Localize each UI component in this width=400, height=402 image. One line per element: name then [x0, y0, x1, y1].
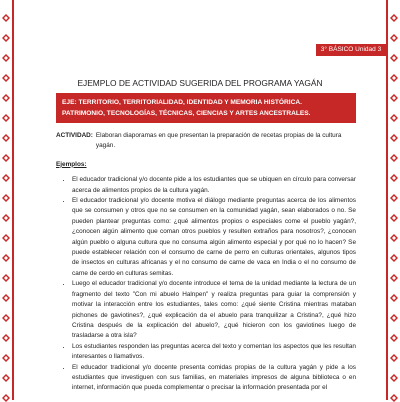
diamond-pattern-icon	[2, 154, 10, 162]
diamond-pattern-icon	[2, 54, 10, 62]
diamond-pattern-icon	[2, 314, 10, 322]
diamond-pattern-icon	[390, 234, 398, 242]
document-title: EJEMPLO DE ACTIVIDAD SUGERIDA DEL PROGRAMA YAGÁN	[77, 78, 323, 88]
examples-list	[56, 175, 356, 394]
diamond-pattern-icon	[390, 394, 398, 402]
examples-heading: Ejemplos:	[56, 160, 87, 168]
diamond-pattern-icon	[390, 54, 398, 62]
diamond-pattern-icon	[2, 294, 10, 302]
diamond-pattern-icon	[390, 314, 398, 322]
diamond-pattern-icon	[390, 194, 398, 202]
list-item: • El educador tradicional y/o docente presenta comidas propias de la cultura yagán y pide a los estudiantes que investiguen con sus familias, en materiales impresos de alguna biblioteca o en internet, información que pueda complementar o precisar la información presentada por el	[72, 363, 356, 394]
diamond-pattern-icon	[390, 174, 398, 182]
list-item: • El educador tradicional y/o docente motiva el diálogo mediante preguntas acerca de los alimentos que se consumen y otros que no se consumen en la comunidad yagán, sean elaborados o no. Se pueden plantear preguntas como: ¿qué alimentos propios o especiales come el pueblo yagán?, ¿conocen algún alimento que coman otros pueblos y resulten extraños para nosotros?, ¿conocen algún pueblo o alguna cultura que no consuma algún alimento especial y por qué no lo hacen? Se puede establecer relación con el consumo de carne de perro en culturas orientales, algunos tipos de insectos en culturas africanas y el no consumo de carne de vaca en India o el no consumo de carne de cerdo en culturas semitas.	[72, 196, 356, 279]
eje-line-1: EJE: TERRITORIO, TERRITORIALIDAD, IDENTIDAD Y MEMORIA HISTÓRICA.	[62, 99, 302, 106]
document-content	[56, 131, 356, 394]
diamond-pattern-icon	[390, 214, 398, 222]
diamond-pattern-icon	[2, 394, 10, 402]
list-item: • Luego el educador tradicional y/o docente introduce el tema de la unidad mediante la lectura de un fragmento del texto "Con mi abuelo Halnpen" y realiza preguntas para guiar la comprensión y motivar la interacción entre los estudiantes, tales como: ¿qué siente Cristina mientras mataban pichones de gaviotines?, ¿qué explicación da el abuelo para tranquilizar a Cristina?, ¿qué hizo Cristina después de la explicación del abuelo?, ¿qué hicieron con los gaviotines luego de trasladarse a otra isla?	[72, 279, 356, 341]
diamond-pattern-icon	[2, 274, 10, 282]
diamond-pattern-icon	[2, 134, 10, 142]
diamond-pattern-icon	[2, 334, 10, 342]
eje-box	[56, 93, 356, 123]
diamond-pattern-icon	[2, 94, 10, 102]
diamond-pattern-icon	[2, 174, 10, 182]
activity-text: Elaboran diaporamas en que presentan la preparación de recetas propias de la cultura yagán.	[95, 132, 342, 150]
grade-unit-tab: 3° BÁSICO Unidad 3	[316, 44, 386, 56]
right-decorative-border	[386, 0, 400, 400]
diamond-pattern-icon	[390, 254, 398, 262]
diamond-pattern-icon	[2, 114, 10, 122]
activity-row	[56, 131, 356, 152]
diamond-pattern-icon	[390, 14, 398, 22]
diamond-pattern-icon	[2, 374, 10, 382]
diamond-pattern-icon	[2, 14, 10, 22]
diamond-pattern-icon	[390, 34, 398, 42]
diamond-pattern-icon	[390, 134, 398, 142]
diamond-pattern-icon	[390, 274, 398, 282]
activity-label: ACTIVIDAD:	[56, 132, 93, 139]
eje-line-2: PATRIMONIO, TECNOLOGÍAS, TÉCNICAS, CIENCIAS Y ARTES ANCESTRALES.	[62, 110, 311, 117]
diamond-pattern-icon	[2, 254, 10, 262]
diamond-pattern-icon	[2, 234, 10, 242]
list-item: • Los estudiantes responden las preguntas acerca del texto y comentan los aspectos que les resultan interesantes o llamativos.	[72, 342, 356, 363]
diamond-pattern-icon	[390, 354, 398, 362]
diamond-pattern-icon	[390, 114, 398, 122]
diamond-pattern-icon	[2, 34, 10, 42]
left-decorative-border	[0, 0, 14, 400]
diamond-pattern-icon	[390, 334, 398, 342]
diamond-pattern-icon	[2, 194, 10, 202]
diamond-pattern-icon	[2, 214, 10, 222]
diamond-pattern-icon	[390, 374, 398, 382]
list-item: • El educador tradicional y/o docente pide a los estudiantes que se ubiquen en círculo para conversar acerca de alimentos propios de la cultura yagán.	[72, 175, 356, 196]
diamond-pattern-icon	[390, 154, 398, 162]
diamond-pattern-icon	[390, 94, 398, 102]
diamond-pattern-icon	[390, 294, 398, 302]
diamond-pattern-icon	[2, 354, 10, 362]
